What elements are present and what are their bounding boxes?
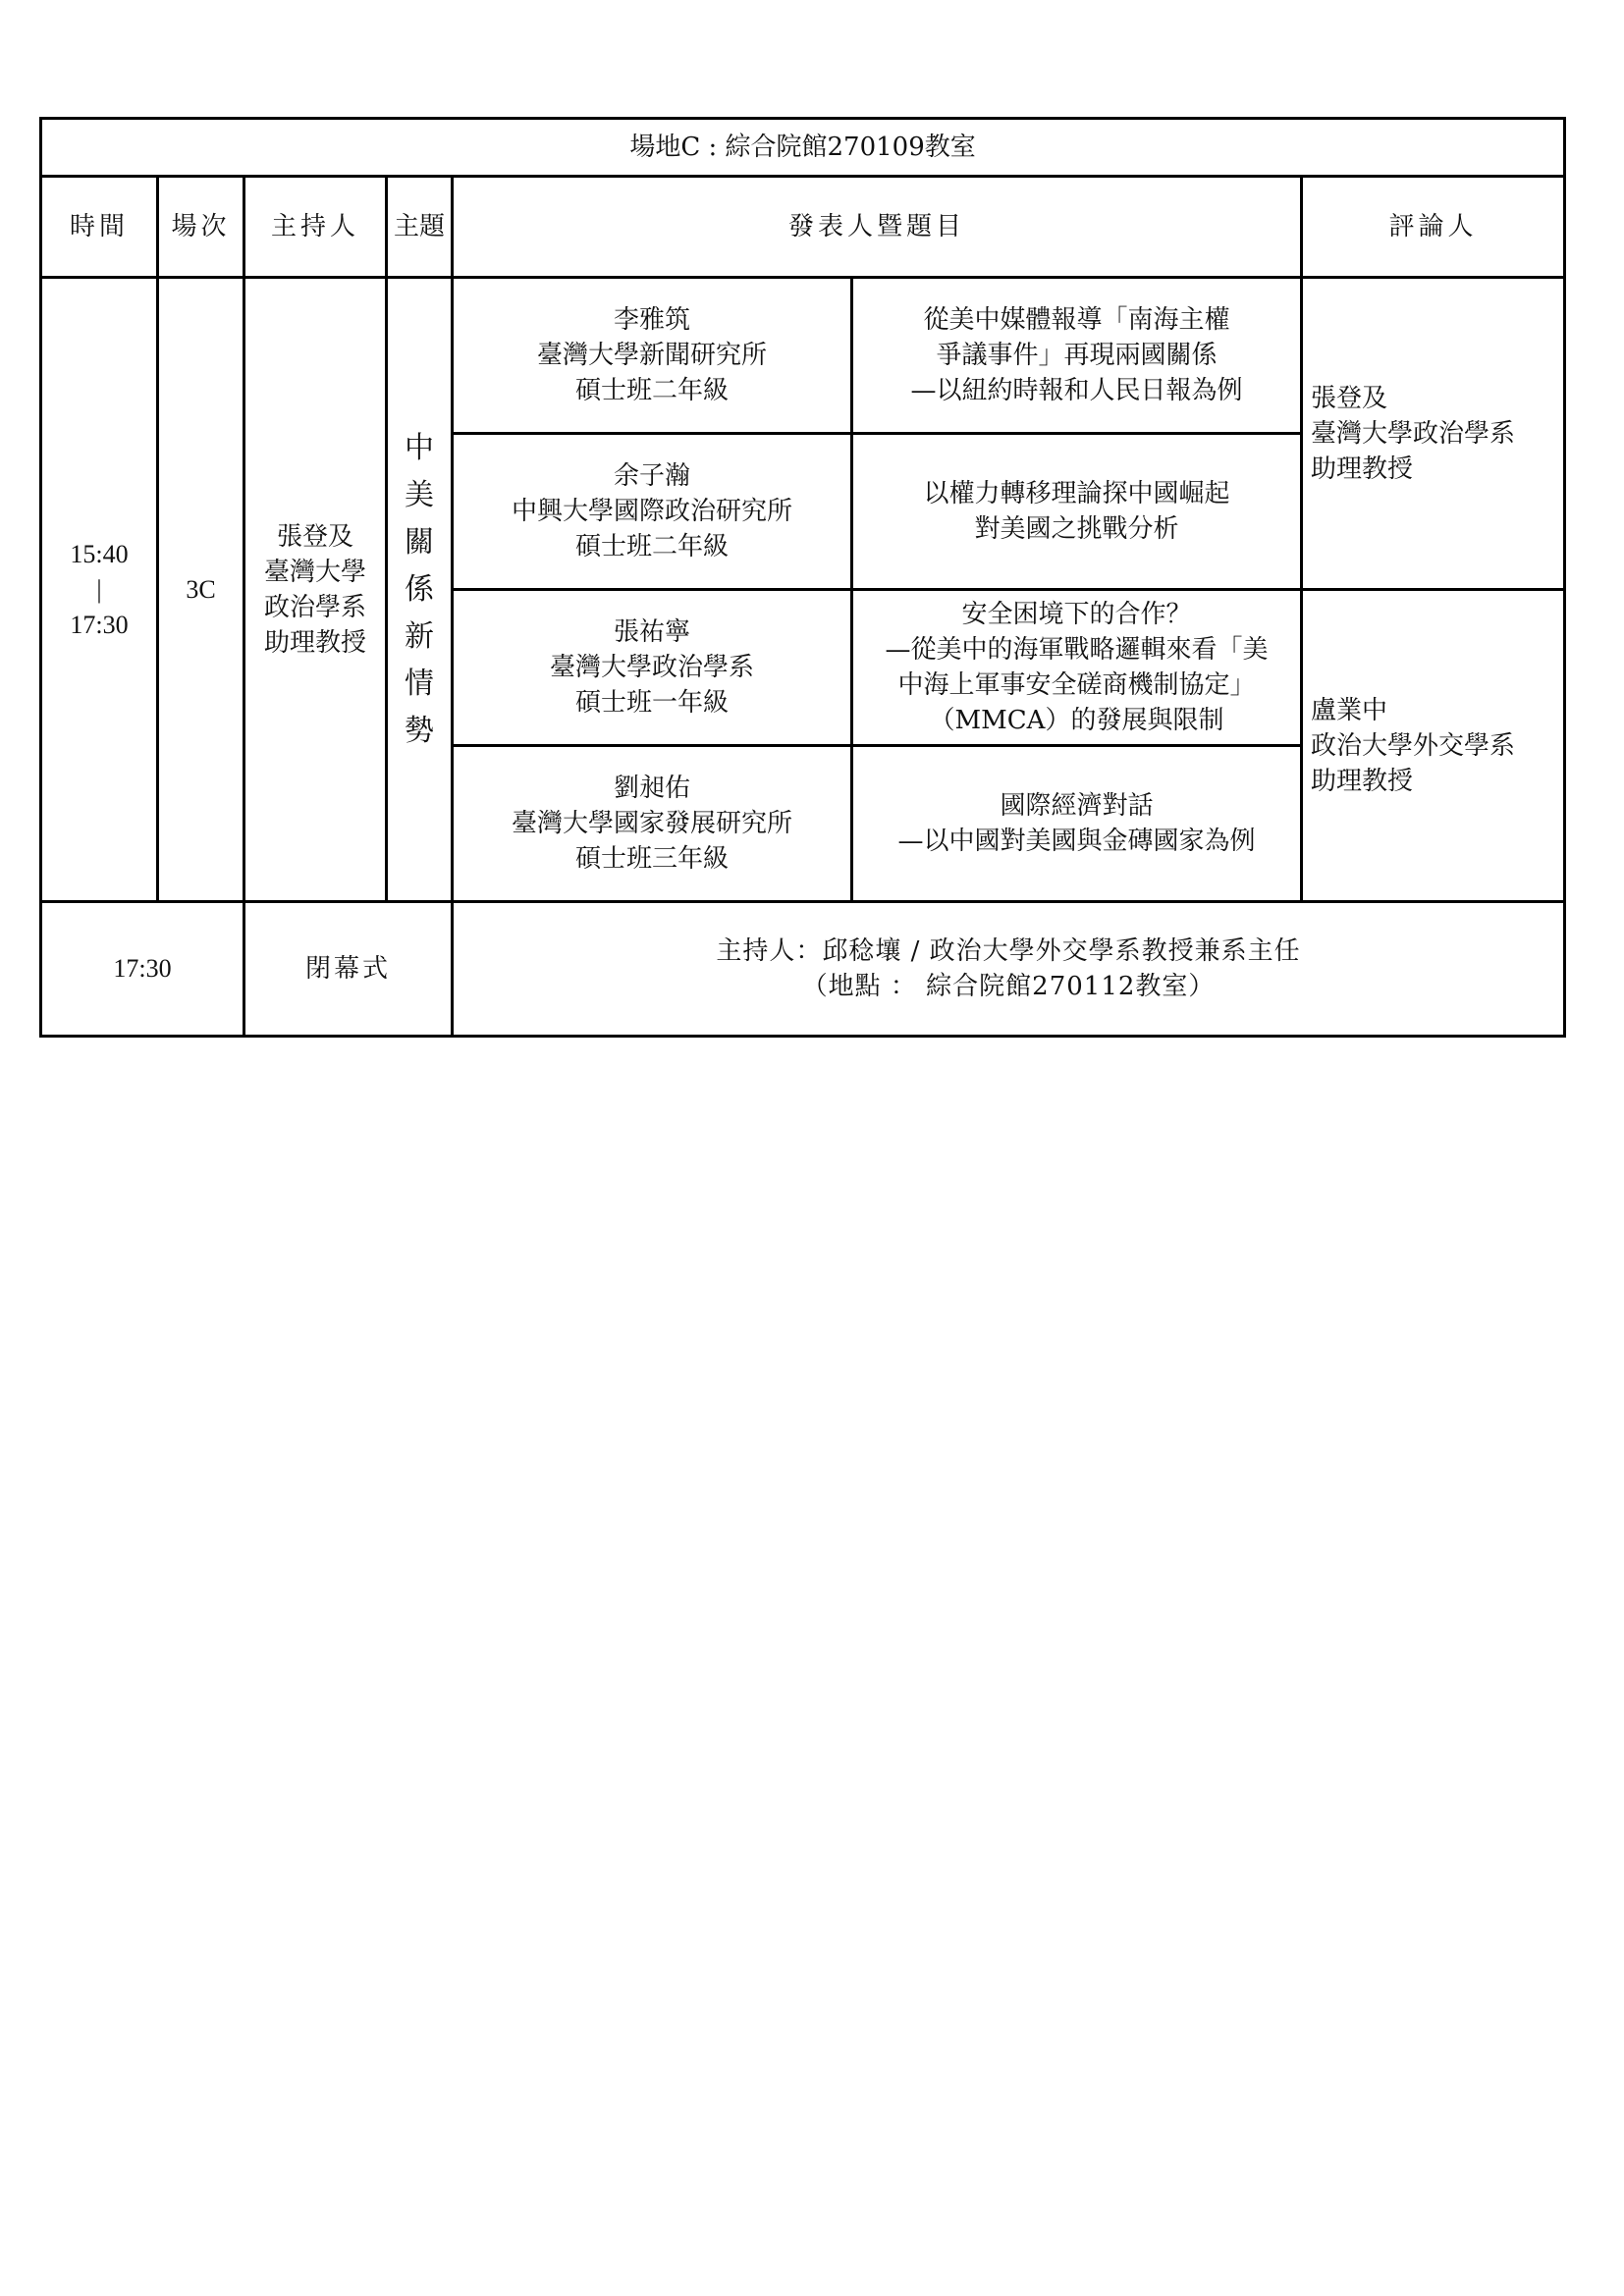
presenter-level: 碩士班二年級 [574,376,729,405]
header-theme: 主題 [387,177,453,278]
time-start: 15:40 [70,539,129,568]
discussant-affiliation: 政治大學外交學系 [1311,730,1516,761]
session-time [41,278,158,902]
theme-char: 中 [405,430,434,465]
presenter-cell [453,590,852,746]
presenter-cell [453,434,852,590]
title-line: —從美中的海軍戰略邏輯來看「美 [885,635,1269,665]
paper-title [852,746,1302,902]
venue-title: 場地C : 綜合院館270109教室 [41,119,1565,177]
title-line: 對美國之挑戰分析 [974,514,1179,544]
title-line: —以中國對美國與金磚國家為例 [897,827,1256,856]
theme-char: 美 [405,477,434,512]
title-line: 爭議事件」再現兩國關係 [936,341,1218,370]
title-line: 以權力轉移理論探中國崛起 [923,479,1230,508]
presenter-affiliation: 臺灣大學政治學系 [549,653,754,682]
host-name: 張登及 [276,521,353,552]
discussant-cell [1302,278,1565,590]
title-line: —以紐約時報和人民日報為例 [910,376,1243,405]
time-end: 17:30 [70,610,129,639]
presenter-name: 劉昶佑 [613,774,690,803]
presenter-name: 張祐寧 [613,617,690,647]
discussant-name: 盧業中 [1311,695,1388,725]
discussant-title: 助理教授 [1311,766,1414,796]
closing-time: 17:30 [41,902,244,1037]
title-line: 中海上軍事安全磋商機制協定」 [897,670,1256,700]
closing-host: 主持人：邱稔壤 / 政治大學外交學系教授兼系主任 [716,936,1301,966]
host-line: 政治學系 [263,592,366,622]
presenter-cell [453,278,852,434]
session-code: 3C [158,278,244,902]
host-line: 臺灣大學 [263,557,366,587]
discussant-affiliation: 臺灣大學政治學系 [1311,418,1516,449]
presenter-affiliation: 中興大學國際政治研究所 [511,497,792,526]
closing-info [453,902,1565,1037]
header-presenters: 發表人暨題目 [453,177,1302,278]
header-time: 時間 [41,177,158,278]
host-line: 助理教授 [263,627,366,658]
presenter-level: 碩士班一年級 [574,688,729,718]
title-line: 從美中媒體報導「南海主權 [923,305,1230,335]
paper-title [852,278,1302,434]
presenter-level: 碩士班三年級 [574,844,729,874]
header-host: 主持人 [244,177,387,278]
paper-row [41,278,1565,434]
header-session: 場次 [158,177,244,278]
closing-label: 閉幕式 [244,902,453,1037]
presenter-affiliation: 臺灣大學國家發展研究所 [511,809,792,838]
schedule-table [39,117,1566,1038]
presenter-level: 碩士班二年級 [574,532,729,561]
discussant-title: 助理教授 [1311,454,1414,484]
title-line: （MMCA）的發展與限制 [929,706,1224,735]
session-host [244,278,387,902]
discussant-name: 張登及 [1311,383,1388,413]
paper-title [852,434,1302,590]
presenter-cell [453,746,852,902]
closing-row [41,902,1565,1037]
time-separator: | [96,574,102,604]
title-line: 安全困境下的合作？ [961,600,1192,629]
header-row [41,177,1565,278]
venue-row [41,119,1565,177]
theme-char: 關 [405,524,434,560]
theme-char: 係 [405,571,434,607]
header-discussant: 評論人 [1302,177,1565,278]
paper-title [852,590,1302,746]
presenter-affiliation: 臺灣大學新聞研究所 [536,341,767,370]
theme-char: 情 [405,666,434,701]
presenter-name: 余子瀚 [613,461,690,491]
presenter-name: 李雅筑 [613,305,690,335]
title-line: 國際經濟對話 [1000,791,1154,821]
closing-location: （地點 ： 綜合院館270112教室） [801,972,1216,1001]
session-theme [387,278,453,902]
discussant-cell [1302,590,1565,902]
theme-char: 勢 [405,713,434,748]
theme-char: 新 [405,618,434,654]
